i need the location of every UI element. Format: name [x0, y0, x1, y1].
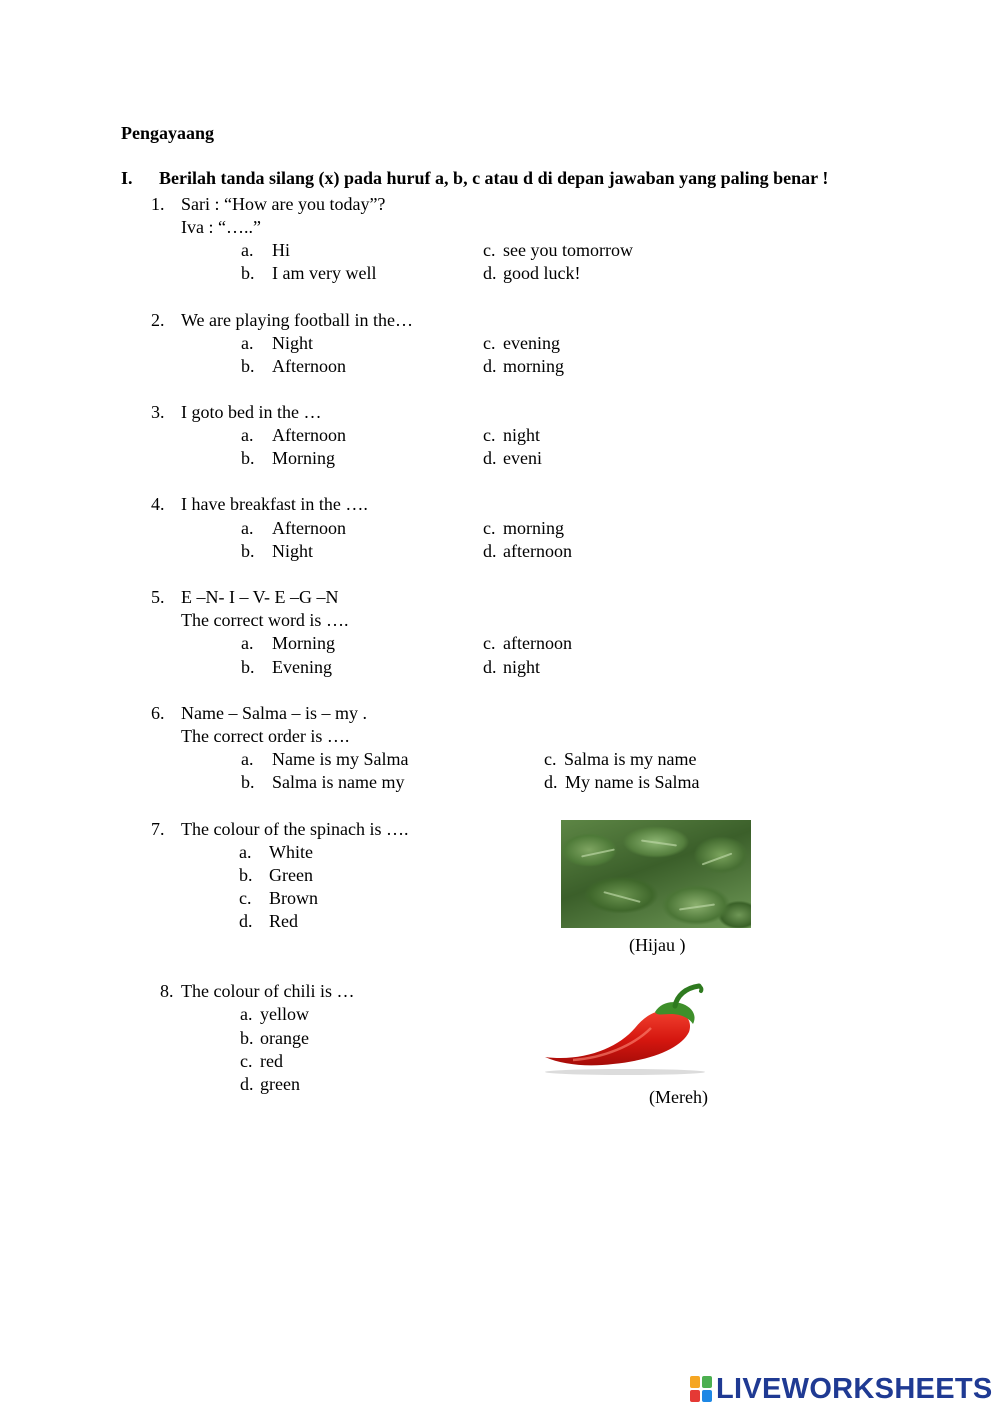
option-letter[interactable]: b.	[241, 356, 255, 376]
question-text: I have breakfast in the ….	[181, 494, 368, 514]
option-letter[interactable]: d.	[483, 356, 497, 376]
section-number: I.	[121, 168, 133, 188]
option-letter[interactable]: a.	[239, 842, 252, 862]
option-letter[interactable]: d.	[240, 1074, 254, 1094]
question-text: The correct word is ….	[181, 610, 349, 630]
option-text[interactable]: red	[260, 1051, 283, 1071]
question-text: Sari : “How are you today”?	[181, 194, 386, 214]
option-text[interactable]: Name is my Salma	[272, 749, 409, 769]
option-text[interactable]: afternoon	[503, 633, 572, 653]
liveworksheets-logo	[690, 1374, 993, 1404]
option-letter[interactable]: c.	[240, 1051, 253, 1071]
question-number: 2.	[151, 310, 165, 330]
question-number: 8.	[160, 981, 174, 1001]
option-letter[interactable]: d.	[483, 657, 497, 677]
option-letter[interactable]: d.	[483, 448, 497, 468]
question-number: 4.	[151, 494, 165, 514]
liveworksheets-logo-icon	[690, 1376, 712, 1402]
question-text: I goto bed in the …	[181, 402, 322, 422]
option-text[interactable]: Afternoon	[272, 518, 346, 538]
option-text[interactable]: night	[503, 425, 541, 445]
option-letter[interactable]: c.	[483, 633, 496, 653]
section-instruction: Berilah tanda silang (x) pada huruf a, b, c atau d di depan jawaban yang paling benar !	[159, 168, 829, 188]
option-letter[interactable]: c.	[483, 425, 496, 445]
option-text[interactable]: Morning	[272, 448, 335, 468]
option-text[interactable]: Hi	[272, 240, 290, 260]
option-letter[interactable]: a.	[241, 749, 254, 769]
question-text: The colour of the spinach is ….	[181, 819, 409, 839]
option-letter[interactable]: c.	[483, 333, 496, 353]
option-text[interactable]: Night	[272, 541, 314, 561]
option-text[interactable]: morning	[503, 356, 564, 376]
option-letter[interactable]: a.	[240, 1004, 253, 1024]
option-text[interactable]: Morning	[272, 633, 335, 653]
question-text: We are playing football in the…	[181, 310, 413, 330]
option-text[interactable]: Salma is my name	[564, 749, 697, 769]
question-text: The colour of chili is …	[181, 981, 355, 1001]
option-text[interactable]: Evening	[272, 657, 332, 677]
option-letter[interactable]: c.	[483, 518, 496, 538]
spinach-image	[561, 820, 751, 928]
option-letter[interactable]: a.	[241, 518, 254, 538]
option-letter[interactable]: d.	[239, 911, 253, 931]
option-text[interactable]: night	[503, 657, 541, 677]
option-letter[interactable]: c.	[239, 888, 252, 908]
option-letter[interactable]: b.	[240, 1028, 254, 1048]
question-number: 6.	[151, 703, 165, 723]
chili-image	[543, 982, 708, 1077]
option-letter[interactable]: a.	[241, 633, 254, 653]
option-text[interactable]: Night	[272, 333, 314, 353]
option-text[interactable]: orange	[260, 1028, 309, 1048]
option-text[interactable]: Afternoon	[272, 425, 346, 445]
option-text[interactable]: eveni	[503, 448, 542, 468]
logo-text: LIVEWORKSHEETS	[716, 1373, 993, 1405]
option-text[interactable]: afternoon	[503, 541, 572, 561]
page-title: Pengayaang	[121, 123, 215, 143]
question-number: 7.	[151, 819, 165, 839]
option-letter[interactable]: b.	[241, 657, 255, 677]
option-letter[interactable]: b.	[241, 448, 255, 468]
chili-caption: (Mereh)	[649, 1087, 708, 1107]
option-text[interactable]: yellow	[260, 1004, 309, 1024]
option-letter[interactable]: b.	[239, 865, 253, 885]
question-text: The correct order is ….	[181, 726, 350, 746]
option-letter[interactable]: c.	[483, 240, 496, 260]
spinach-caption: (Hijau )	[629, 935, 686, 955]
question-text: Name – Salma – is – my .	[181, 703, 367, 723]
option-text[interactable]: good luck!	[503, 263, 581, 283]
option-text[interactable]: Afternoon	[272, 356, 346, 376]
option-letter[interactable]: d.	[483, 541, 497, 561]
option-text[interactable]: White	[269, 842, 313, 862]
option-letter[interactable]: b.	[241, 541, 255, 561]
option-text[interactable]: see you tomorrow	[503, 240, 633, 260]
option-text[interactable]: I am very well	[272, 263, 377, 283]
option-text[interactable]: Brown	[269, 888, 318, 908]
option-letter[interactable]: d.	[544, 772, 558, 792]
question-text: E –N- I – V- E –G –N	[181, 587, 339, 607]
option-letter[interactable]: a.	[241, 240, 254, 260]
option-letter[interactable]: a.	[241, 425, 254, 445]
option-text[interactable]: morning	[503, 518, 564, 538]
option-letter[interactable]: d.	[483, 263, 497, 283]
option-letter[interactable]: a.	[241, 333, 254, 353]
option-letter[interactable]: c.	[544, 749, 557, 769]
question-number: 3.	[151, 402, 165, 422]
question-number: 1.	[151, 194, 165, 214]
option-text[interactable]: Salma is name my	[272, 772, 405, 792]
option-text[interactable]: My name is Salma	[565, 772, 700, 792]
option-text[interactable]: Green	[269, 865, 313, 885]
option-text[interactable]: evening	[503, 333, 560, 353]
question-number: 5.	[151, 587, 165, 607]
option-letter[interactable]: b.	[241, 263, 255, 283]
option-text[interactable]: Red	[269, 911, 298, 931]
option-text[interactable]: green	[260, 1074, 300, 1094]
question-text: Iva : “…..”	[181, 217, 261, 237]
option-letter[interactable]: b.	[241, 772, 255, 792]
